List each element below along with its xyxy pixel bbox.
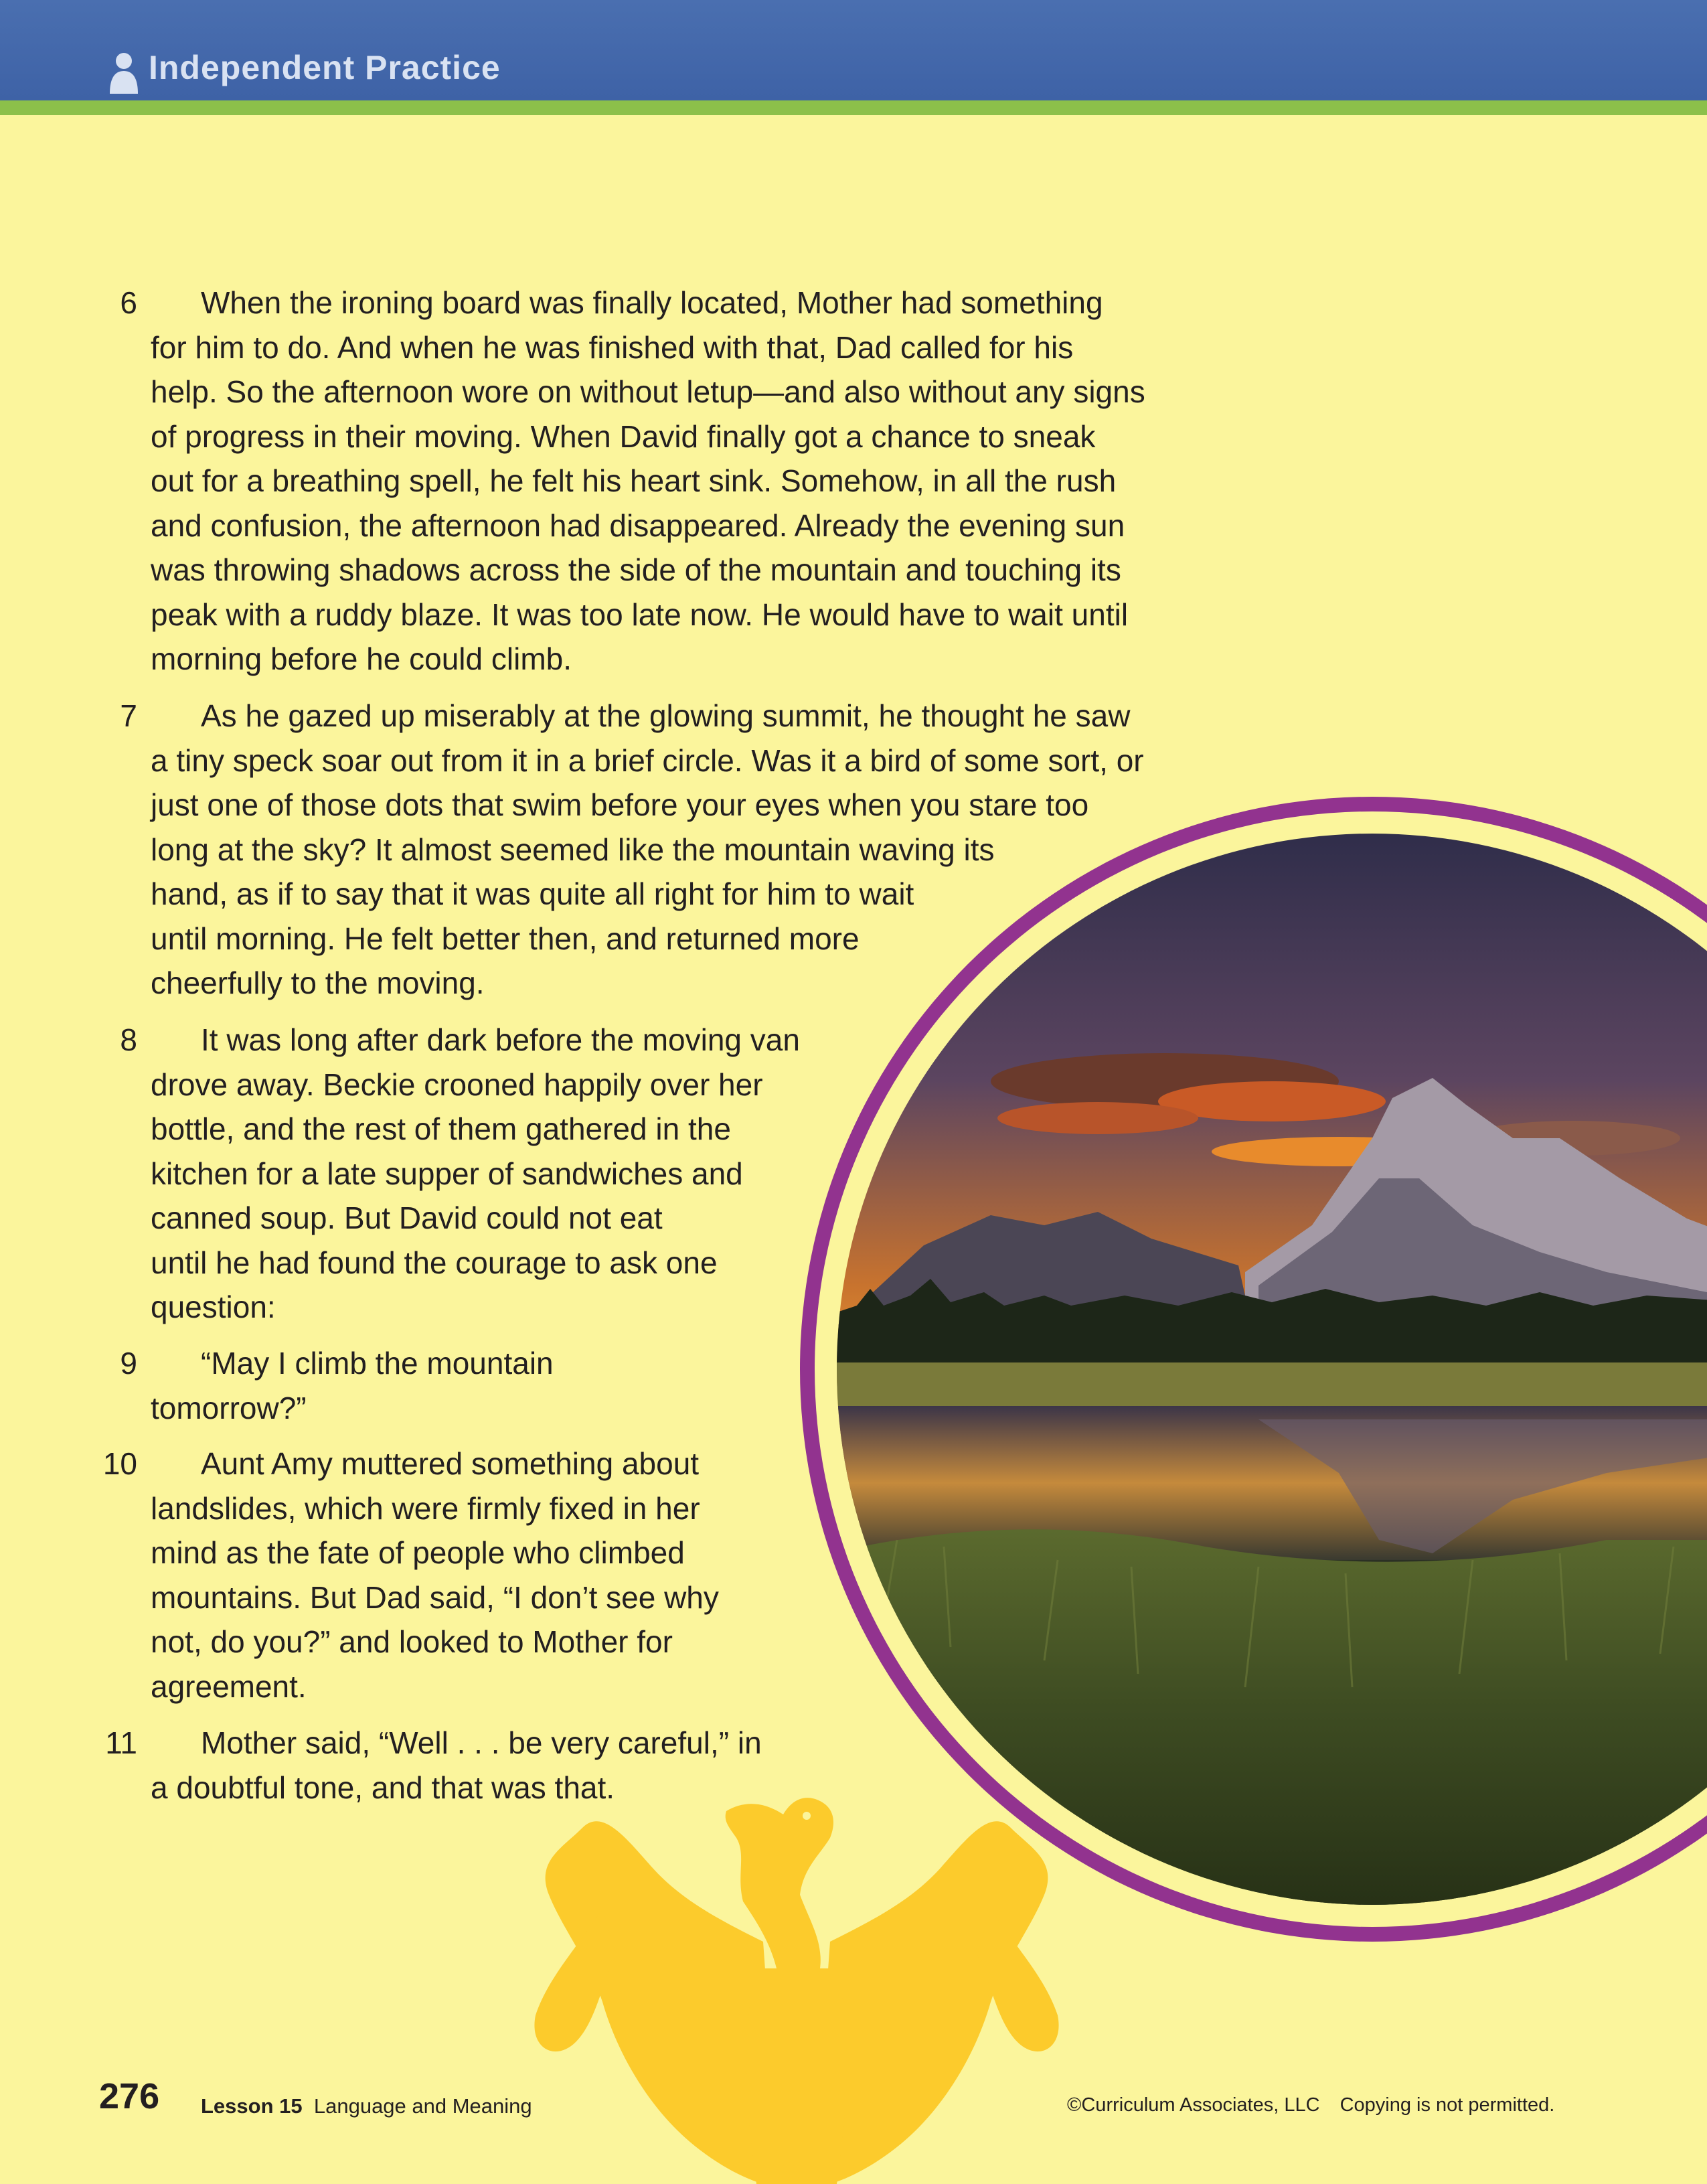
paragraph-8 [151, 1018, 800, 1330]
text-line: tomorrow?” [151, 1390, 307, 1425]
paragraph-number: 6 [120, 285, 137, 320]
text-line: a tiny speck soar out from it in a brief circle. Was it a bird of some sort, or [151, 743, 1144, 778]
text-line: kitchen for a late supper of sandwiches and [151, 1156, 743, 1191]
text-line: It was long after dark before the moving van [201, 1022, 800, 1057]
text-line: for him to do. And when he was finished with that, Dad called for his [151, 329, 1074, 365]
text-line: landslides, which were firmly fixed in her [151, 1490, 700, 1526]
phoenix-eye [803, 1812, 811, 1820]
paragraph-9 [151, 1341, 554, 1430]
lesson-label: Lesson 15 [201, 2094, 303, 2118]
text-line: morning before he could climb. [151, 641, 572, 676]
text-line: not, do you?” and looked to Mother for [151, 1624, 673, 1659]
lesson-info [201, 2094, 532, 2118]
copyright-notice [1067, 2094, 1554, 2116]
paragraph-number: 8 [120, 1022, 137, 1057]
paragraph-number: 10 [102, 1446, 137, 1481]
text-line: was throwing shadows across the side of the mountain and touching its [151, 552, 1121, 587]
section-title: Independent Practice [149, 49, 501, 86]
text-line: cheerfully to the moving. [151, 965, 485, 1000]
text-line: out for a breathing spell, he felt his heart sink. Somehow, in all the rush [151, 463, 1117, 498]
text-line: until he had found the courage to ask one [151, 1245, 718, 1280]
text-line: As he gazed up miserably at the glowing summit, he thought he saw [201, 698, 1131, 733]
text-line: Aunt Amy muttered something about [201, 1446, 700, 1481]
text-line: hand, as if to say that it was quite all right for him to wait [151, 876, 914, 911]
paragraph-6 [151, 281, 1145, 682]
page-number: 276 [99, 2076, 160, 2116]
text-line: a doubtful tone, and that was that. [151, 1770, 615, 1805]
text-line: bottle, and the rest of them gathered in the [151, 1111, 731, 1146]
text-line: mind as the fate of people who climbed [151, 1535, 685, 1570]
text-line: until morning. He felt better then, and returned more [151, 921, 860, 956]
paragraph-11 [151, 1721, 762, 1810]
copy-notice: Copying is not permitted. [1339, 2094, 1555, 2116]
paragraph-7 [151, 694, 1144, 1006]
text-line: agreement. [151, 1668, 307, 1704]
lesson-title: Language and Meaning [313, 2094, 532, 2118]
phoenix-icon [534, 1798, 1058, 2184]
text-line: question: [151, 1290, 276, 1324]
text-line: and confusion, the afternoon had disappeared. Already the evening sun [151, 508, 1125, 543]
paragraph-number: 7 [120, 698, 137, 733]
text-line: long at the sky? It almost seemed like the mountain waving its [151, 832, 995, 867]
paragraph-10 [151, 1441, 719, 1709]
text-line: of progress in their moving. When David finally got a chance to sneak [151, 418, 1096, 454]
text-line: Mother said, “Well . . . be very careful,” in [201, 1725, 762, 1760]
copyright-text: ©Curriculum Associates, LLC [1067, 2094, 1320, 2116]
text-line: just one of those dots that swim before your eyes when you stare too [151, 787, 1089, 822]
text-line: mountains. But Dad said, “I don’t see why [151, 1579, 719, 1615]
paragraph-number: 9 [120, 1346, 137, 1381]
text-line: drove away. Beckie crooned happily over her [151, 1067, 763, 1102]
text-line: canned soup. But David could not eat [151, 1200, 663, 1235]
text-line: peak with a ruddy blaze. It was too late now. He would have to wait until [151, 597, 1129, 632]
text-line: When the ironing board was finally located, Mother had something [201, 285, 1103, 320]
text-line: help. So the afternoon wore on without letup—and also without any signs [151, 374, 1145, 409]
text-line: “May I climb the mountain [201, 1346, 554, 1381]
paragraph-number: 11 [105, 1725, 137, 1760]
